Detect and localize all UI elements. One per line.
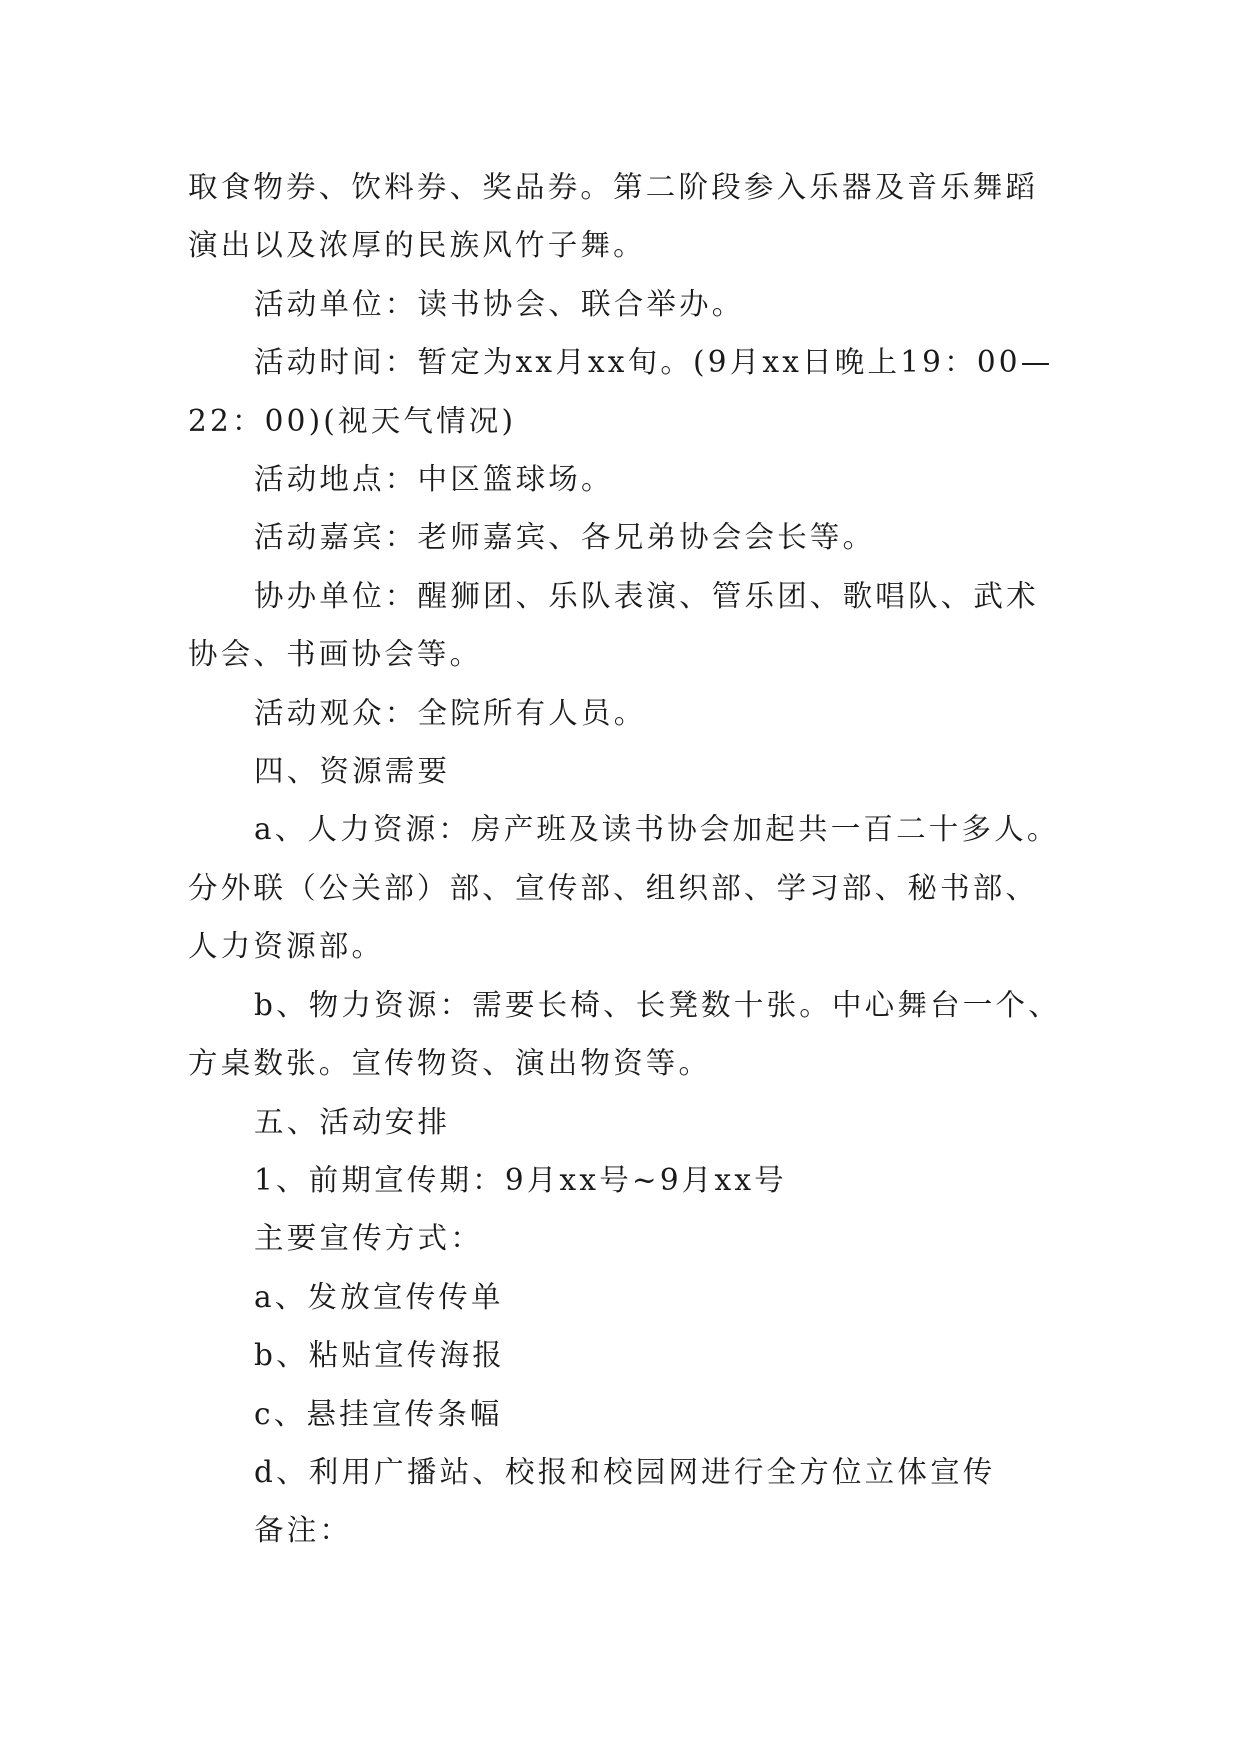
document-body xyxy=(188,158,1068,1560)
paragraph-remarks: 备注： xyxy=(254,1513,353,1548)
paragraph-activity-time: 活动时间：暂定为xx月xx旬。(9月xx日晚上19：00—22：00)(视天气情况) xyxy=(188,345,1054,438)
paragraph-activity-location: 活动地点：中区篮球场。 xyxy=(254,462,614,497)
paragraph-promotion-period: 1、前期宣传期：9月xx号~9月xx号 xyxy=(254,1162,787,1197)
paragraph-activity-unit: 活动单位：读书协会、联合举办。 xyxy=(254,286,745,321)
paragraph-co-organizers: 协办单位：醒狮团、乐队表演、管乐团、歌唱队、武术协会、书画协会等。 xyxy=(188,578,1039,672)
paragraph-activity-guests: 活动嘉宾：老师嘉宾、各兄弟协会会长等。 xyxy=(254,520,876,555)
paragraph-human-resources: a、人力资源：房产班及读书协会加起共一百二十多人。分外联（公关部）部、宣传部、组织部、学习部、秘书部、人力资源部。 xyxy=(188,812,1060,964)
list-item-flyers: a、发放宣传传单 xyxy=(254,1279,504,1314)
paragraph-intro-continuation: 取食物券、饮料券、奖品券。第二阶段参入乐器及音乐舞蹈演出以及浓厚的民族风竹子舞。 xyxy=(188,170,1039,263)
list-item-broadcast: d、利用广播站、校报和校园网进行全方位立体宣传 xyxy=(254,1454,996,1489)
paragraph-material-resources: b、物力资源：需要长椅、长凳数十张。中心舞台一个、方桌数张。宣传物资、演出物资等。 xyxy=(188,987,1061,1081)
section-heading-resources: 四、资源需要 xyxy=(254,754,451,789)
paragraph-audience: 活动观众：全院所有人员。 xyxy=(254,695,647,730)
list-item-posters: b、粘贴宣传海报 xyxy=(254,1338,505,1373)
list-item-banners: c、悬挂宣传条幅 xyxy=(254,1396,503,1431)
section-heading-arrangement: 五、活动安排 xyxy=(254,1104,451,1139)
paragraph-promotion-methods: 主要宣传方式： xyxy=(254,1221,483,1256)
